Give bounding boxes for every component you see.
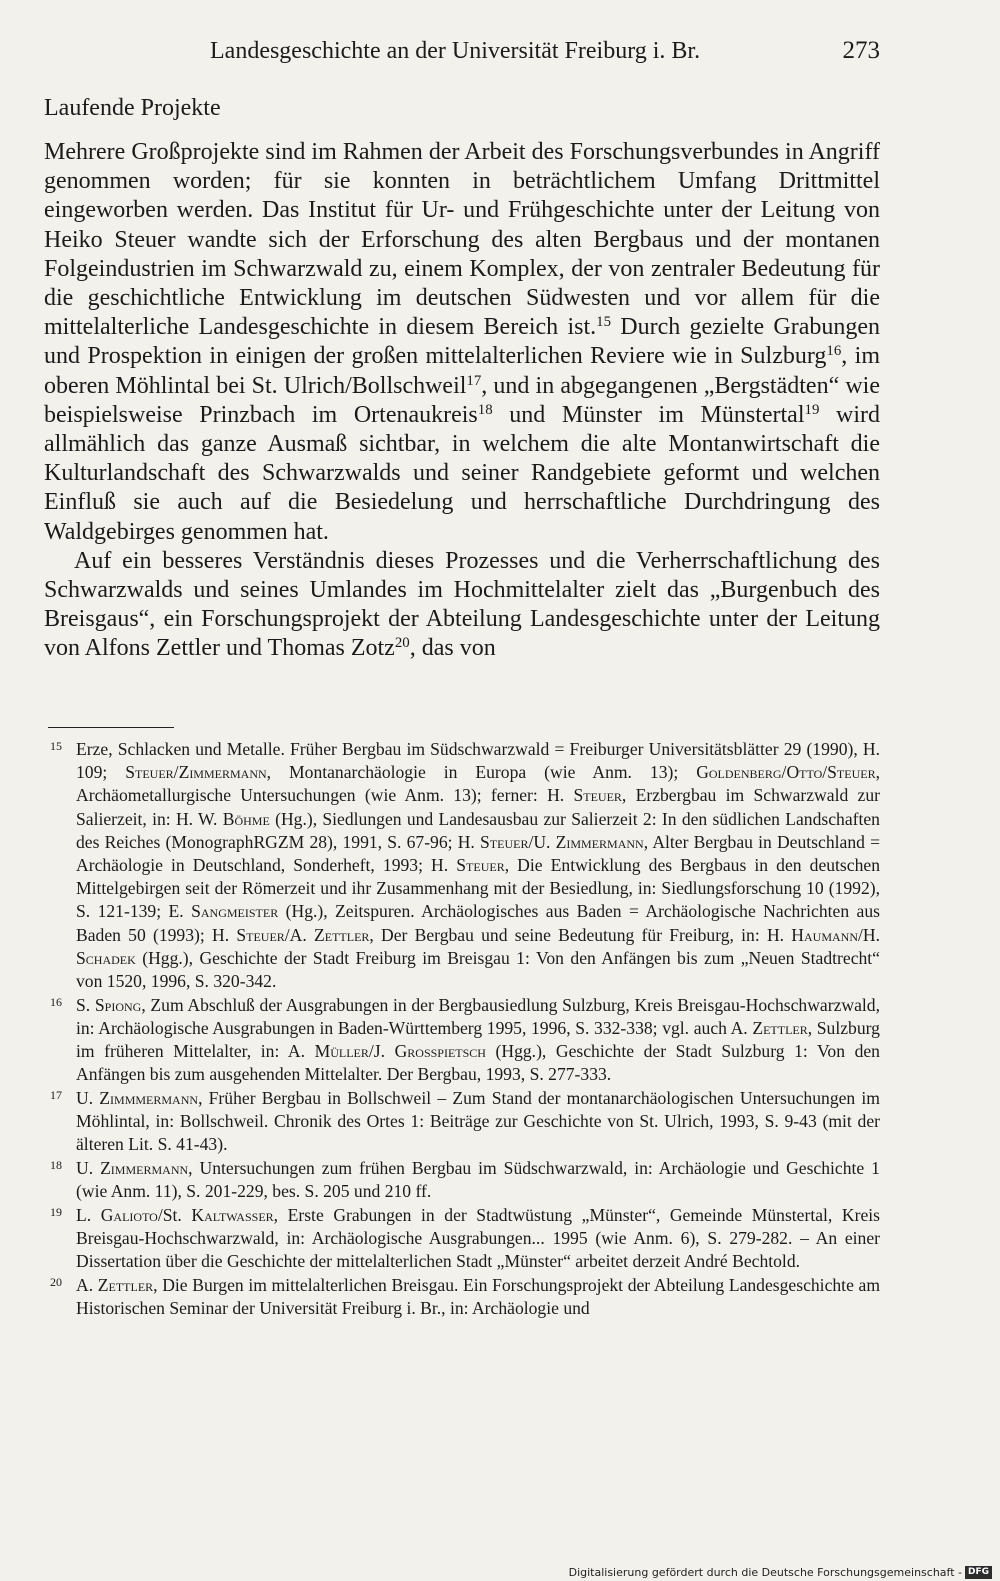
footnote-ref-18[interactable]: 18: [477, 401, 493, 418]
author-name: Steuer: [573, 785, 622, 806]
fn-text: (Hg.), Zeitspuren. Archäologisches aus Baden = Archäologische Nachrichten aus Baden 50 (1993); H.: [76, 901, 881, 945]
footnote-15: [48, 738, 880, 993]
footnote-ref-17[interactable]: 17: [466, 372, 482, 389]
footnote-number: 16: [50, 994, 62, 1009]
fn-text: , Archäometallurgische Untersuchungen (wie Anm. 13); ferner: H.: [76, 762, 880, 806]
fn-text: , Untersuchungen zum frühen Bergbau im Südschwarzwald, in: Archäologie und Geschichte 1 (wie Anm. 11), S. 201-229, bes. S. 205 und 210 ff.: [76, 1157, 880, 1202]
fn-text: L.: [76, 1204, 101, 1225]
footnote-number: 19: [50, 1204, 62, 1219]
fn-text: S.: [76, 994, 95, 1015]
fn-text: /U.: [528, 831, 556, 852]
fn-text: , Alter Bergbau in Deutschland = Archäologie in Deutschland, Sonderheft, 1993; H.: [76, 831, 881, 876]
body-text: [44, 138, 880, 664]
p1-text: Mehrere Großprojekte sind im Rahmen der Arbeit des Forschungsverbundes in Angriff genommen worden; für sie konnten in beträchtlichem Umfang Drittmittel eingeworben werden. Das Institut für Ur- und Frühgeschichte unter der Leitung von Heiko Steuer wandte sich der Erforschung des alten Bergbaus und der montanen Folgeindustrien im Schwarzwald zu, einem Komplex, der von zentraler Bedeutung für die geschichtliche Entwicklung im deutschen Südwesten und vor allem für die mittelalterliche Landesgeschichte in diesem Bereich ist.: [44, 139, 880, 341]
p1-text: Durch gezielte Grabungen und Prospektion in einigen der großen mittelalterlichen Reviere wie in Sulzburg: [44, 314, 881, 370]
fn-text: , Zum Abschluß der Ausgrabungen in der Bergbausiedlung Sulzburg, Kreis Breisgau-Hochschwarzwald, in: Archäologische Ausgrabungen in Baden-Württemberg 1995, 1996, S. 332-338; vgl. auch A.: [76, 994, 880, 1038]
footnote-ref-20[interactable]: 20: [394, 635, 410, 652]
fn-text: , Früher Bergbau in Bollschweil – Zum Stand der montanarchäologischen Untersuchungen im Möhlintal, in: Bollschweil. Chronik des Ortes 1: Beiträge zur Geschichte von St. Ulrich, 1993, S. 9-43 (mit der älteren Lit. S. 41-43).: [76, 1087, 880, 1155]
footnote-17: [48, 1087, 880, 1157]
author-name: Zettler: [97, 1274, 154, 1295]
fn-text: /St.: [157, 1204, 192, 1225]
author-name: Steuer/Zimmermann: [125, 762, 267, 783]
footnote-ref-16[interactable]: 16: [826, 343, 842, 360]
dfg-logo: DFG: [965, 1566, 992, 1579]
author-name: Grosspietsch: [394, 1041, 486, 1062]
footnote-19: [48, 1204, 880, 1274]
fn-text: /J.: [368, 1041, 395, 1062]
author-name: Spiong: [94, 994, 142, 1015]
p2-text: , das von: [409, 635, 496, 662]
author-name: Steuer: [456, 855, 505, 876]
p1-text: wird allmählich das ganze Ausmaß sichtbar, in welchem die alte Montanwirtschaft die Kulturlandschaft des Schwarzwalds und seiner Randgebiete geformt und welchen Einfluß sie auch auf die Besiedelung und herrschaftliche Durchdringung des Waldgebirges genommen hat.: [44, 401, 880, 545]
footnote-ref-15[interactable]: 15: [596, 314, 611, 331]
fn-text: , Sulzburg im früheren Mittelalter, in: A.: [76, 1017, 880, 1062]
author-name: Steuer: [236, 924, 285, 945]
fn-text: , Die Entwicklung des Bergbaus in den deutschen Mittelgebirgen seit der Römerzeit und ihr Zusammenhang mit der Besiedlung, in: Siedlungsforschung 10 (1992), S. 121-139; E.: [76, 855, 880, 922]
footnote-number: 17: [50, 1087, 62, 1102]
running-title: Landesgeschichte an der Universität Freiburg i. Br.: [210, 38, 701, 64]
author-name: Goldenberg/Otto/Steuer: [696, 762, 876, 783]
section-title: Laufende Projekte: [44, 95, 221, 121]
fn-text: (Hgg.), Geschichte der Stadt Sulzburg 1: Von den Anfängen bis zum ausgehenden Mittelalter. Der Bergbau, 1993, S. 277-333.: [76, 1041, 880, 1085]
fn-text: Erze, Schlacken und Metalle. Früher Bergbau im Südschwarzwald = Freiburger Universitätsblätter 29 (1990), H. 109;: [76, 739, 880, 783]
author-name: Böhme: [222, 808, 270, 829]
author-name: Haumann: [791, 924, 859, 945]
fn-text: , Der Bergbau und seine Bedeutung für Freiburg, in: H.: [369, 924, 792, 945]
footnote-ref-19[interactable]: 19: [804, 401, 820, 418]
p1-text: , im oberen Möhlintal bei St. Ulrich/Bollschweil: [44, 343, 881, 399]
digitization-footer: [569, 1566, 992, 1579]
p1-text: , und in abgegangenen „Bergstädten“ wie beispielsweise Prinzbach im Ortenaukreis: [44, 372, 880, 428]
p1-text: und Münster im Münstertal: [492, 401, 805, 428]
footnote-number: 15: [50, 739, 62, 753]
author-name: Zimmmermann: [99, 1087, 199, 1108]
footnotes: [48, 738, 880, 1320]
author-name: Steuer: [480, 831, 529, 852]
author-name: Müller: [314, 1041, 369, 1062]
footnote-number: 18: [50, 1157, 62, 1172]
author-name: Zimmermann: [100, 1157, 189, 1178]
p2-text: Auf ein besseres Verständnis dieses Prozesses und die Verherrschaftlichung des Schwarzwalds und seines Umlandes im Hochmittelalter zielt das „Burgenbuch des Breisgaus“, ein Forschungsprojekt der Abteilung Landesgeschichte unter der Leitung von Alfons Zettler und Thomas Zotz: [44, 547, 880, 662]
author-name: Zettler: [752, 1017, 808, 1038]
fn-text: (Hg.), Siedlungen und Landesausbau zur Salierzeit 2: In den südlichen Landschaften des Reiches (MonographRGZM 28), 1991, S. 67-96; H.: [76, 808, 880, 852]
fn-text: , Erste Grabungen in der Stadtwüstung „Münster“, Gemeinde Münstertal, Kreis Breisgau-Hochschwarzwald, in: Archäologische Ausgrabungen... 1995 (wie Anm. 6), S. 279-282. – An einer Dissertation über die Geschichte der mittelalterlichen Stadt „Münster“ arbeitet derzeit André Bechtold.: [76, 1204, 880, 1272]
page-number: 273: [842, 37, 880, 64]
author-name: Galioto: [100, 1204, 158, 1225]
author-name: Zettler: [314, 924, 370, 945]
fn-text: , Erzbergbau im Schwarzwald zur Salierzeit, in: H. W.: [76, 785, 880, 829]
fn-text: /A.: [284, 924, 314, 945]
footnote-16: [48, 994, 880, 1087]
author-name: Schadek: [76, 947, 136, 968]
author-name: Kaltwasser: [191, 1204, 274, 1225]
fn-text: A.: [76, 1274, 98, 1295]
footnote-20: [48, 1274, 880, 1320]
fn-text: U.: [76, 1087, 100, 1108]
fn-text: , Die Burgen im mittelalterlichen Breisgau. Ein Forschungsprojekt der Abteilung Landesgeschichte am Historischen Seminar der Universität Freiburg i. Br., in: Archäologie und: [76, 1274, 880, 1318]
paragraph-1: [44, 138, 880, 547]
footnote-separator: [48, 727, 174, 728]
fn-text: , Montanarchäologie in Europa (wie Anm. 13);: [266, 762, 697, 783]
footnote-18: [48, 1157, 880, 1203]
fn-text: (Hgg.), Geschichte der Stadt Freiburg im Breisgau 1: Von den Anfängen bis zum „Neuen Stadtrecht“ von 1520, 1996, S. 320-342.: [76, 947, 880, 992]
author-name: Sangmeister: [191, 901, 279, 922]
author-name: Zimmermann: [555, 831, 644, 852]
fn-text: /H.: [858, 924, 881, 945]
fn-text: U.: [76, 1157, 101, 1178]
digitization-note: Digitalisierung gefördert durch die Deutsche Forschungsgemeinschaft -: [568, 1566, 962, 1579]
footnote-number: 20: [50, 1274, 62, 1289]
paragraph-2: [44, 547, 880, 664]
